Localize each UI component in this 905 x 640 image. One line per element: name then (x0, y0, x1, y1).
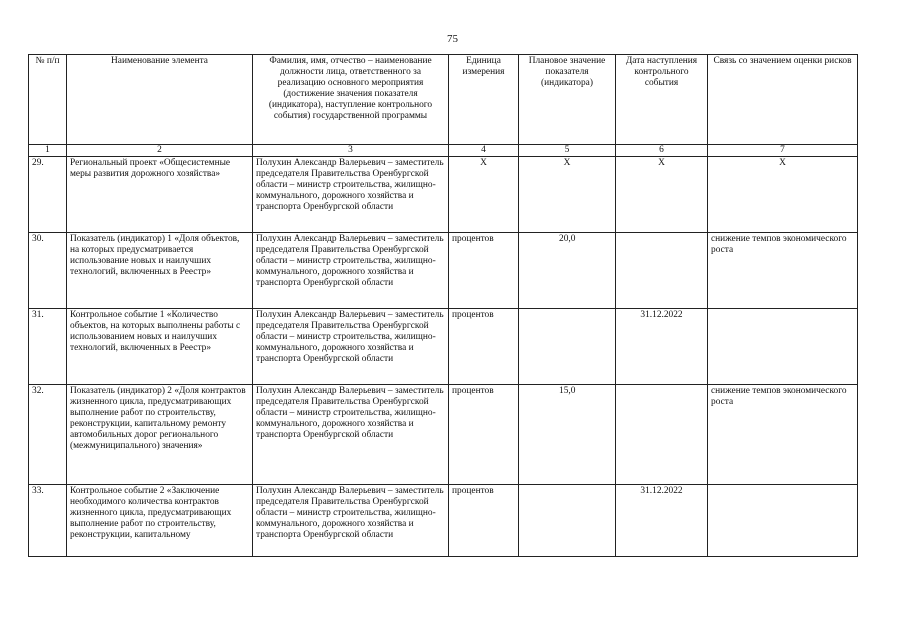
row-risk (708, 309, 858, 385)
row-name: Контрольное событие 1 «Количество объектов, на которых выполнены работы с использованием новых и наилучших технологий, включенных в Реестр» (67, 309, 253, 385)
risk-table (28, 54, 858, 557)
table-row (29, 233, 858, 309)
row-num: 33. (29, 485, 67, 557)
column-number-row (29, 145, 858, 157)
row-unit: X (449, 157, 519, 233)
table-row (29, 157, 858, 233)
header-responsible: Фамилия, имя, отчество – наименование должности лица, ответственного за реализацию основного мероприятия (достижение значения показателя (индикатора), наступление контрольного события) государственной программы (253, 55, 449, 145)
row-responsible: Полухин Александр Валерьевич – заместитель председателя Правительства Оренбургской области – министр строительства, жилищно-коммунального, дорожного хозяйства и транспорта Оренбургской области (253, 233, 449, 309)
row-date: 31.12.2022 (616, 309, 708, 385)
column-number: 6 (616, 145, 708, 157)
row-responsible: Полухин Александр Валерьевич – заместитель председателя Правительства Оренбургской области – министр строительства, жилищно-коммунального, дорожного хозяйства и транспорта Оренбургской области (253, 385, 449, 485)
table-row (29, 385, 858, 485)
row-value (519, 485, 616, 557)
column-number: 2 (67, 145, 253, 157)
row-value (519, 309, 616, 385)
row-value: 15,0 (519, 385, 616, 485)
header-risk: Связь со значением оценки рисков (708, 55, 858, 145)
header-value: Плановое значение показателя (индикатора) (519, 55, 616, 145)
column-number: 5 (519, 145, 616, 157)
row-num: 30. (29, 233, 67, 309)
row-unit: процентов (449, 485, 519, 557)
row-unit: процентов (449, 309, 519, 385)
header-date: Дата наступления контрольного события (616, 55, 708, 145)
row-risk: X (708, 157, 858, 233)
header-name: Наименование элемента (67, 55, 253, 145)
page-number: 75 (447, 33, 458, 45)
row-num: 29. (29, 157, 67, 233)
column-number: 4 (449, 145, 519, 157)
table-row (29, 309, 858, 385)
row-num: 32. (29, 385, 67, 485)
header-row (29, 55, 858, 145)
row-responsible: Полухин Александр Валерьевич – заместитель председателя Правительства Оренбургской области – министр строительства, жилищно-коммунального, дорожного хозяйства и транспорта Оренбургской области (253, 309, 449, 385)
row-risk: снижение темпов экономического роста (708, 385, 858, 485)
row-risk (708, 485, 858, 557)
row-date: X (616, 157, 708, 233)
header-num: № п/п (29, 55, 67, 145)
row-unit: процентов (449, 385, 519, 485)
row-risk: снижение темпов экономического роста (708, 233, 858, 309)
table-row (29, 485, 858, 557)
row-responsible: Полухин Александр Валерьевич – заместитель председателя Правительства Оренбургской области – министр строительства, жилищно-коммунального, дорожного хозяйства и транспорта Оренбургской области (253, 485, 449, 557)
row-date (616, 233, 708, 309)
row-date (616, 385, 708, 485)
row-date: 31.12.2022 (616, 485, 708, 557)
row-name: Региональный проект «Общесистемные меры развития дорожного хозяйства» (67, 157, 253, 233)
row-name: Контрольное событие 2 «Заключение необходимого количества контрактов жизненного цикла, предусматривающих выполнение работ по строительству, реконструкции, капитальному (67, 485, 253, 557)
column-number: 7 (708, 145, 858, 157)
column-number: 1 (29, 145, 67, 157)
row-unit: процентов (449, 233, 519, 309)
header-unit: Единица измерения (449, 55, 519, 145)
row-value: X (519, 157, 616, 233)
row-value: 20,0 (519, 233, 616, 309)
row-name: Показатель (индикатор) 1 «Доля объектов, на которых предусматривается использование новых и наилучших технологий, включенных в Реестр» (67, 233, 253, 309)
row-responsible: Полухин Александр Валерьевич – заместитель председателя Правительства Оренбургской области – министр строительства, жилищно-коммунального, дорожного хозяйства и транспорта Оренбургской области (253, 157, 449, 233)
row-name: Показатель (индикатор) 2 «Доля контрактов жизненного цикла, предусматривающих выполнение работ по строительству, реконструкции, капитальному ремонту автомобильных дорог регионального (межмуниципального) значения» (67, 385, 253, 485)
column-number: 3 (253, 145, 449, 157)
row-num: 31. (29, 309, 67, 385)
